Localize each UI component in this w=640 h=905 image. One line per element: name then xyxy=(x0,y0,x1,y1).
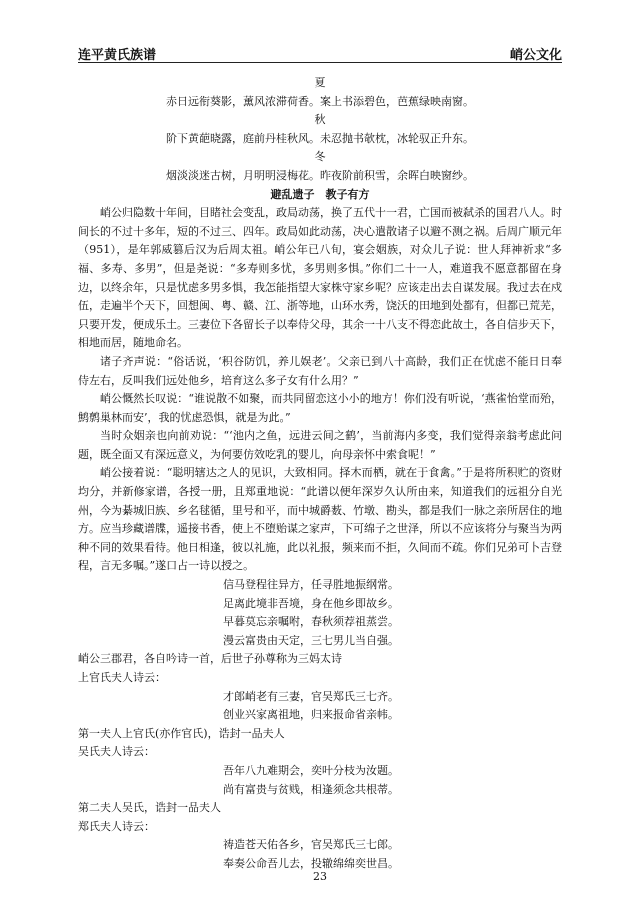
paragraph: 诸子齐声说：“俗话说，‘积谷防饥，养儿娱老’。父亲已到八十高龄，我们正在忧虑不能日日奉侍左右，反叫我们远处他乡，培育这么多子女有什么用？” xyxy=(78,354,562,387)
season-autumn-heading: 秋 xyxy=(314,113,326,127)
season-winter-heading: 冬 xyxy=(314,150,326,164)
poem-line: 吾年八九难期会，奕叶分枝为汝题。 xyxy=(223,763,399,777)
season-summer-heading: 夏 xyxy=(314,76,326,89)
header-left-title: 连平黄氏族谱 xyxy=(78,48,157,63)
paragraph: 当时众姻亲也向前劝说：“‘池内之鱼，远进云间之鹤’，当前海内多变，我们觉得亲翁考虑此问题，既全面又有深远意义，为何要仿效吃乳的婴儿，向母亲怀中索食呢！” xyxy=(78,429,562,461)
poem-line: 创业兴家离祖地，归来报命省亲帏。 xyxy=(223,708,399,722)
poem-line: 足离此境非吾境，身在他乡即故乡。 xyxy=(223,596,399,610)
poem-intro: 上官氏夫人诗云： xyxy=(78,671,166,684)
page-number: 23 xyxy=(313,870,327,883)
paragraph: 峭公慨然长叹说：“谁说散不如聚，而共同留恋这小小的地方！你们没有听说，‘燕雀怡堂而殆，鹪鹩巢林而安’，我的忧虑恐惧，就是为此。” xyxy=(78,392,562,424)
poem-intro: 吴氏夫人诗云： xyxy=(78,745,155,759)
text-line: 峭公三郡君，各自吟诗一首，后世子孙尊称为三妈太诗 xyxy=(78,652,342,666)
section-title: 避乱遗子 教子有方 xyxy=(270,187,370,201)
poem-line: 祷造苍天佑各乡，官吴郑氏三七郎。 xyxy=(223,838,399,852)
poem-line: 漫云富贵由天定，三七男儿当自强。 xyxy=(223,633,399,647)
text-line: 第一夫人上官氏(亦作官氏)，诰封一品夫人 xyxy=(78,726,285,740)
page-header xyxy=(78,44,562,62)
header-right-title: 峭公文化 xyxy=(509,48,562,63)
season-autumn-text: 阶下黄葩晓露，庭前丹桂秋风。未忍抛书欹枕，冰轮驭正升东。 xyxy=(166,131,474,145)
header-rule xyxy=(78,62,562,63)
poem-intro: 郑氏夫人诗云： xyxy=(78,819,155,833)
season-summer-text: 赤日远衔葵影，薰风浓滞荷香。案上书添碧色，芭蕉绿映南窗。 xyxy=(166,94,474,108)
document-body xyxy=(78,74,562,874)
paragraph: 峭公接着说：“聪明辖达之人的见识，大致相同。择木而栖，就在于食禽。”于是将所积贮的资财均分，并新修家谱，各授一册，且郑重地说：“此谱以便年深岁久认所由来，知道我们的远祖分自光州，今为綦城旧族、乡名毬循，里号和平，而中城爵薮、竹墩、勘头，都是我们一脉之亲所居住的地方。应当珍藏谱牒，遥接书香，使上不堕贻谋之家声，下可绵子之世泽，所以不应该将分与聚当为两种不同的效果看待。他日相逢，彼以礼施，此以礼报，频来而不拒，久间而不疏。你们兄弟可卜吉登程，言无多嘱。”遂口占一诗以授之。 xyxy=(78,466,562,573)
poem-line: 才郎峭老有三妻，官吴郑氏三七齐。 xyxy=(223,689,399,703)
season-winter-text: 烟淡淡迷古树，月明明浸梅花。昨夜阶前积雪，余晖白映窗纱。 xyxy=(166,168,474,182)
poem-line: 信马登程往异方，任寻胜地振纲常。 xyxy=(223,578,399,592)
paragraph: 峭公归隐数十年间，目睹社会变乱，政局动荡，换了五代十一君，亡国而被弑杀的国君八人。时间长的不过十多年，短的不过三、四年。政局如此动荡，决心遣散诸子以避不测之祸。后周广顺元年（951），是年郭威篡后汉为后周太祖。峭公年已八旬，宴会姻族，对众儿子说：世人拜神祈求“多福、多寿、多男”，但是尧说：“多寿则多忧，多男则多惧。”你们二十一人，难道我不愿意都留在身边，以终余年，只是忧虑多男多惧，我怎能指望大家株守家乡呢？应该走出去自谋发展。我过去在戍伍，走遍半个天下，回想闽、粤、赣、江、浙等地，山环水秀，饶沃的田地到处都有，但都已荒芜，只要开发，便成乐土。三妻位下各留长子以奉侍父母，其余一十八支不得恋此故土，各自信步天下，相地而居，随地命名。 xyxy=(78,206,562,350)
poem-line: 奉奏公命吾儿去，投辙绵绵奕世昌。 xyxy=(223,856,399,870)
poem-line: 早暮莫忘亲嘱咐，春秋须荐祖蒸尝。 xyxy=(223,615,399,629)
poem-line: 尚有富贵与贫贱，相逢须念共根蒂。 xyxy=(223,782,399,796)
text-line: 第二夫人吴氏，诰封一品夫人 xyxy=(78,801,221,815)
